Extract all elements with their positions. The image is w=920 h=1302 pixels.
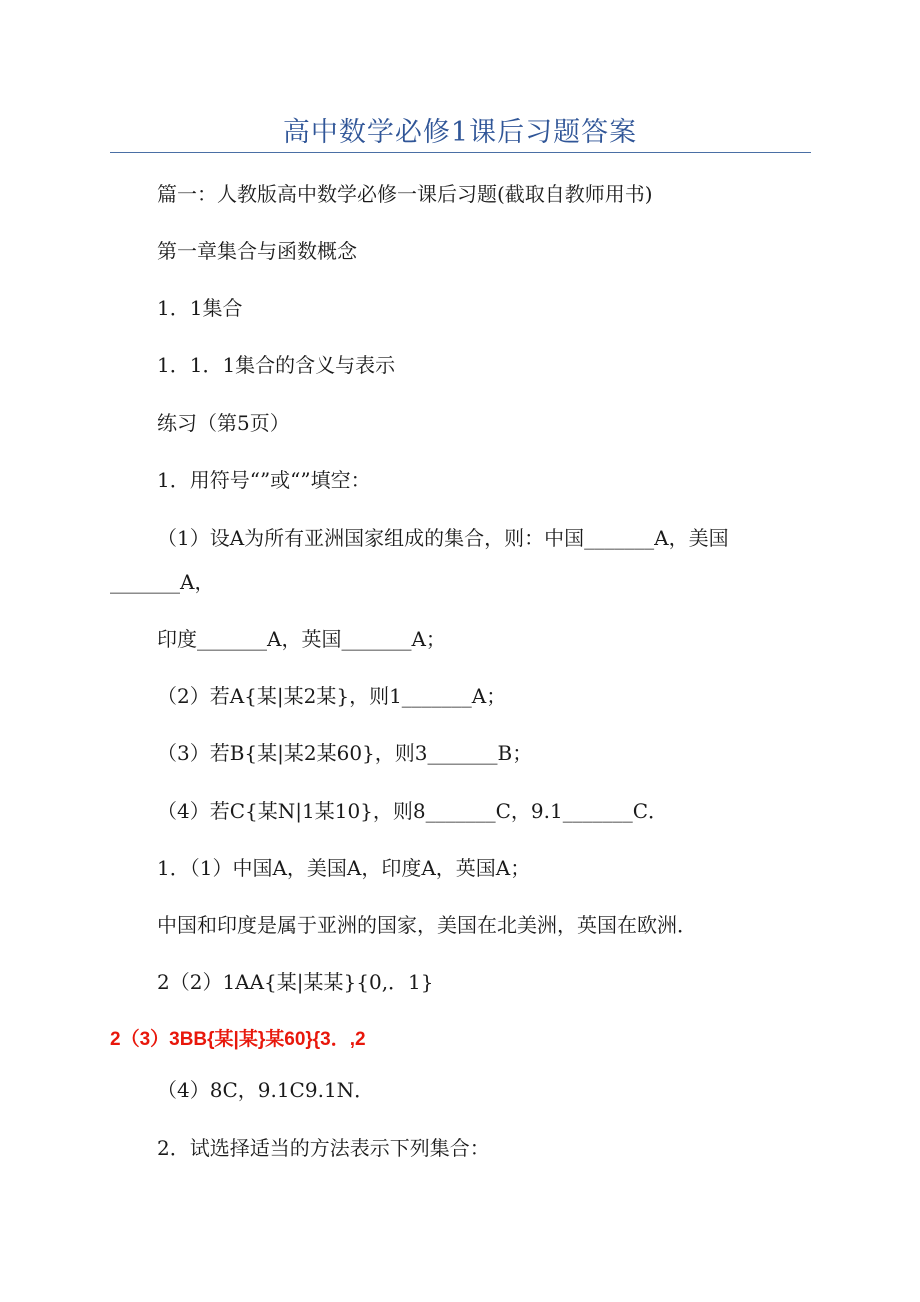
text-line: _______A， <box>110 570 215 594</box>
text-line: （3）若B{某|某2某60}，则3_______B； <box>157 741 533 765</box>
text-line: 练习（第5页） <box>157 411 290 435</box>
text-line: （1）设A为所有亚洲国家组成的集合，则：中国_______A，美国 <box>157 526 729 550</box>
text-line: 第一章集合与函数概念 <box>157 239 357 263</box>
text-line: 篇一：人教版高中数学必修一课后习题(截取自教师用书) <box>157 182 653 206</box>
text-line: 1．1集合 <box>157 296 243 320</box>
text-line: 印度_______A，英国_______A； <box>157 627 446 651</box>
text-line: 1．1．1集合的含义与表示 <box>157 353 396 377</box>
text-line: （2）若A{某|某2某}，则1_______A； <box>157 684 507 708</box>
document-title: 高中数学必修1课后习题答案 <box>282 117 638 148</box>
text-line: 2．试选择适当的方法表示下列集合： <box>157 1136 490 1160</box>
highlighted-answer-line: 2（3）3BB{某|某}某60}{3．,2 <box>110 1029 366 1050</box>
text-line: （4）若C{某N|1某10}，则8_______C，9.1_______C． <box>157 799 669 823</box>
text-line: （4）8C，9.1C9.1N． <box>157 1078 375 1102</box>
text-line: 2（2）1AA{某|某某}{0,．1} <box>157 970 434 994</box>
text-line: 1．用符号“”或“”填空： <box>157 468 371 492</box>
text-line: 1．（1）中国A，美国A，印度A，英国A； <box>157 856 531 880</box>
text-line: 中国和印度是属于亚洲的国家，美国在北美洲，英国在欧洲． <box>157 913 697 937</box>
title-rule <box>110 152 811 153</box>
